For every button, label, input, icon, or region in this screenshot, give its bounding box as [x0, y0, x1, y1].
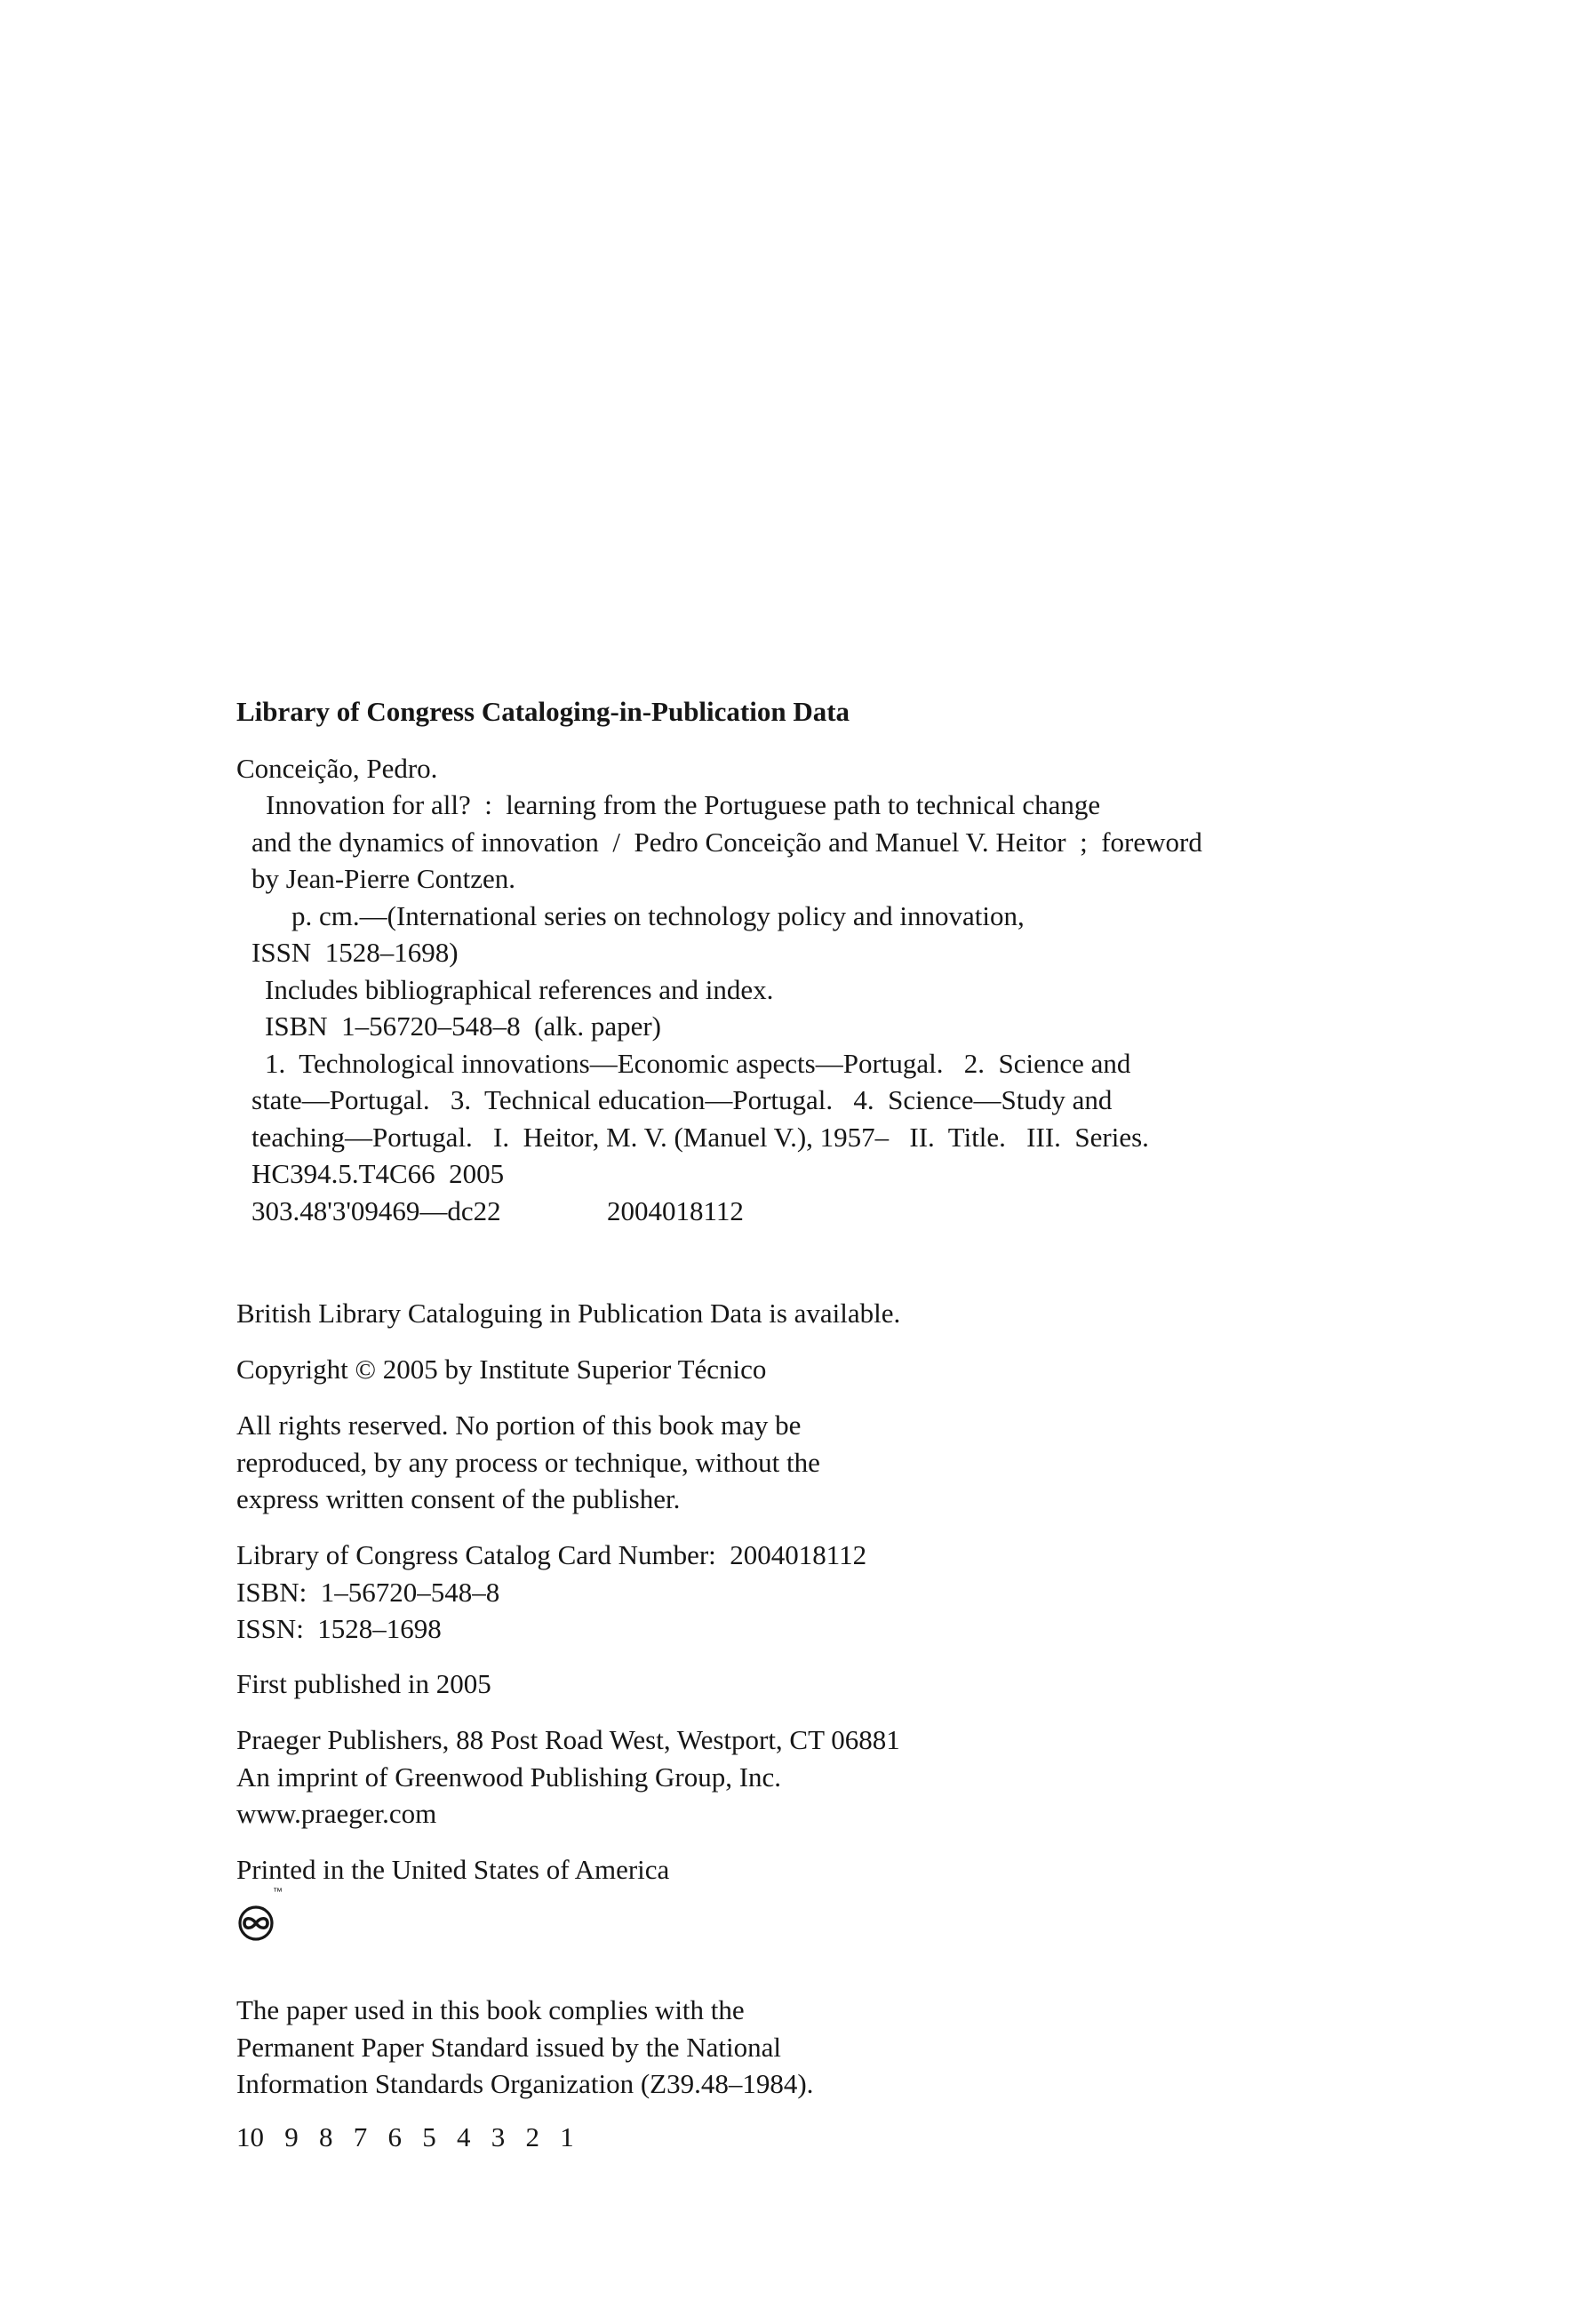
first-published: First published in 2005	[236, 1668, 491, 1699]
paper-line: Permanent Paper Standard issued by the National	[236, 2031, 781, 2063]
cip-dewey-row	[236, 1193, 1392, 1230]
catalog-line: ISBN: 1–56720–548–8	[236, 1576, 500, 1608]
rights-line: express written consent of the publisher.	[236, 1483, 681, 1514]
cip-lc-class: HC394.5.T4C66 2005	[251, 1158, 505, 1189]
copyright-block	[236, 1351, 1392, 1388]
publisher-url: www.praeger.com	[236, 1798, 437, 1829]
catalog-block	[236, 1537, 1392, 1648]
publisher-line: Praeger Publishers, 88 Post Road West, Westport, CT 06881	[236, 1724, 900, 1755]
rights-block	[236, 1407, 1392, 1518]
rights-line: reproduced, by any process or technique, without the	[236, 1446, 820, 1478]
british-library-note: British Library Cataloguing in Publication Data is available.	[236, 1298, 901, 1329]
catalog-line: Library of Congress Catalog Card Number: 2004018112	[236, 1539, 867, 1570]
infinity-circle-icon	[236, 1898, 281, 1943]
printing-line: 10 9 8 7 6 5 4 3 2 1	[236, 2121, 574, 2152]
cip-series-line: ISSN 1528–1698)	[251, 937, 459, 968]
cip-subject-line: state—Portugal. 3. Technical education—Portugal. 4. Science—Study and	[251, 1084, 1113, 1115]
printed-block	[236, 1851, 1392, 1889]
cip-title-line: by Jean-Pierre Contzen.	[251, 863, 515, 894]
printed-in: Printed in the United States of America	[236, 1854, 670, 1885]
paper-line: The paper used in this book complies with the	[236, 1994, 745, 2025]
catalog-line: ISSN: 1528–1698	[236, 1613, 442, 1644]
cip-title-line: Innovation for all? : learning from the Portuguese path to technical change	[266, 789, 1101, 820]
cip-notes: Includes bibliographical references and index.	[265, 973, 774, 1005]
trademark-mark: ™	[273, 1887, 283, 1897]
cip-title-line: and the dynamics of innovation / Pedro Conceição and Manuel V. Heitor ; foreword	[251, 826, 1202, 858]
publisher-line: An imprint of Greenwood Publishing Group, Inc.	[236, 1761, 782, 1793]
cip-lccn: 2004018112	[607, 1194, 744, 1226]
cip-dewey: 303.48'3'09469—dc22	[251, 1194, 501, 1226]
copyright-notice: Copyright © 2005 by Institute Superior Técnico	[236, 1354, 767, 1385]
cip-subject-line: 1. Technological innovations—Economic aspects—Portugal. 2. Science and	[265, 1047, 1131, 1079]
cip-block	[236, 693, 1392, 1229]
first-published-block	[236, 1665, 1392, 1703]
printing-line-block	[236, 2119, 1392, 2156]
publisher-block	[236, 1721, 1392, 1833]
permanent-paper-symbol	[236, 1887, 283, 1943]
cip-author: Conceição, Pedro.	[236, 752, 438, 784]
british-library-block	[236, 1295, 1392, 1332]
cip-heading: Library of Congress Cataloging-in-Publication Data	[236, 696, 850, 727]
cip-isbn: ISBN 1–56720–548–8 (alk. paper)	[265, 1010, 661, 1042]
paper-line: Information Standards Organization (Z39.48–1984).	[236, 2068, 814, 2099]
paper-block	[236, 1992, 1392, 2103]
cip-series-line: p. cm.—(International series on technology policy and innovation,	[291, 899, 1025, 931]
spacer	[236, 731, 1392, 750]
cip-subject-line: teaching—Portugal. I. Heitor, M. V. (Manuel V.), 1957– II. Title. III. Series.	[251, 1121, 1149, 1153]
rights-line: All rights reserved. No portion of this book may be	[236, 1410, 802, 1441]
